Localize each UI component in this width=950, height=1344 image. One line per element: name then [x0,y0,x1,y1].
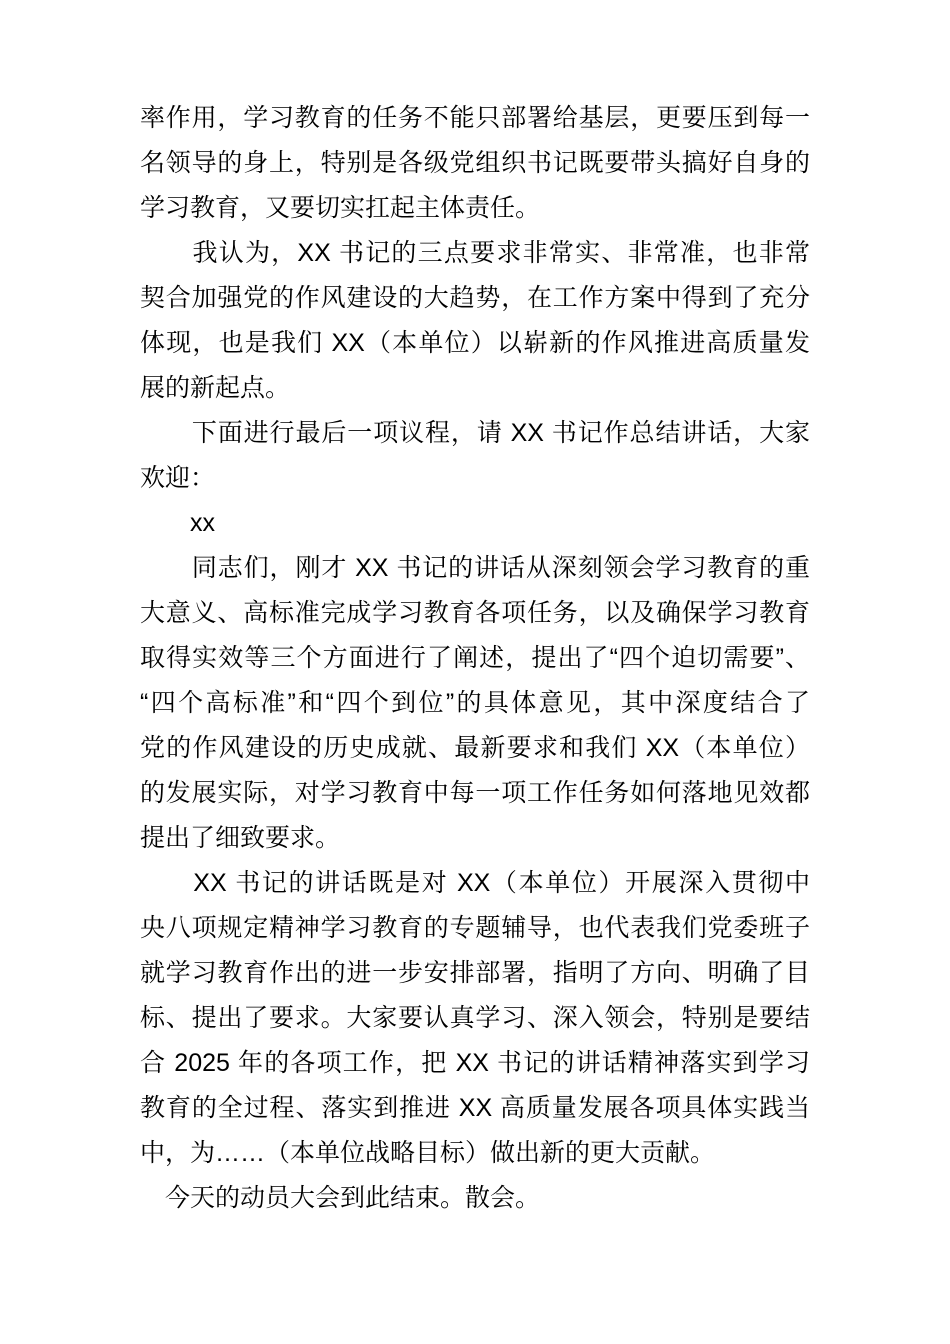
text-line: 契合加强党的作风建设的大趋势，在工作方案中得到了充分 [140,284,810,312]
paragraph-meeting-end [140,1176,810,1221]
text-line: 提出了细致要求。 [140,824,341,852]
text-line: 率作用，学习教育的任务不能只部署给基层，更要压到每一 [140,104,810,132]
document-text-block [140,96,810,1221]
text-line: “四个高标准”和“四个到位”的具体意见，其中深度结合了 [140,689,810,717]
paragraph-speech-significance [140,861,810,1176]
paragraph-comrades-summary [140,546,810,861]
paragraph-speaker-placeholder [140,501,810,546]
text-line: 党的作风建设的历史成就、最新要求和我们 XX（本单位） [140,734,810,762]
text-line: 学习教育，又要切实扛起主体责任。 [140,194,541,222]
text-line: 的发展实际，对学习教育中每一项工作任务如何落地见效都 [140,779,810,807]
text-line: 下面进行最后一项议程，请 XX 书记作总结讲话，大家 [140,419,810,447]
text-line: 教育的全过程、落实到推进 XX 高质量发展各项具体实践当 [140,1094,810,1122]
text-line: 名领导的身上，特别是各级党组织书记既要带头搞好自身的 [140,149,810,177]
paragraph-continuation-leader-duty [140,96,810,231]
text-line: xx [140,509,216,537]
text-line: 我认为，XX 书记的三点要求非常实、非常准，也非常 [140,239,810,267]
text-line: 展的新起点。 [140,374,291,402]
text-line: 中，为……（本单位战略目标）做出新的更大贡献。 [140,1139,716,1167]
text-line: 体现，也是我们 XX（本单位）以崭新的作风推进高质量发 [140,329,810,357]
text-line: 取得实效等三个方面进行了阐述，提出了“四个迫切需要”、 [140,644,810,672]
text-line: 就学习教育作出的进一步安排部署，指明了方向、明确了目 [140,959,810,987]
text-line: 今天的动员大会到此结束。散会。 [140,1184,541,1212]
text-line: 大意义、高标准完成学习教育各项任务，以及确保学习教育 [140,599,810,627]
text-line: XX 书记的讲话既是对 XX（本单位）开展深入贯彻中 [140,869,810,897]
paragraph-my-opinion [140,231,810,411]
text-line: 央八项规定精神学习教育的专题辅导，也代表我们党委班子 [140,914,810,942]
text-line: 合 2025 年的各项工作，把 XX 书记的讲话精神落实到学习 [140,1049,810,1077]
text-line: 同志们，刚才 XX 书记的讲话从深刻领会学习教育的重 [140,554,810,582]
paragraph-next-agenda [140,411,810,501]
text-line: 标、提出了要求。大家要认真学习、深入领会，特别是要结 [140,1004,810,1032]
text-line: 欢迎： [140,464,216,492]
